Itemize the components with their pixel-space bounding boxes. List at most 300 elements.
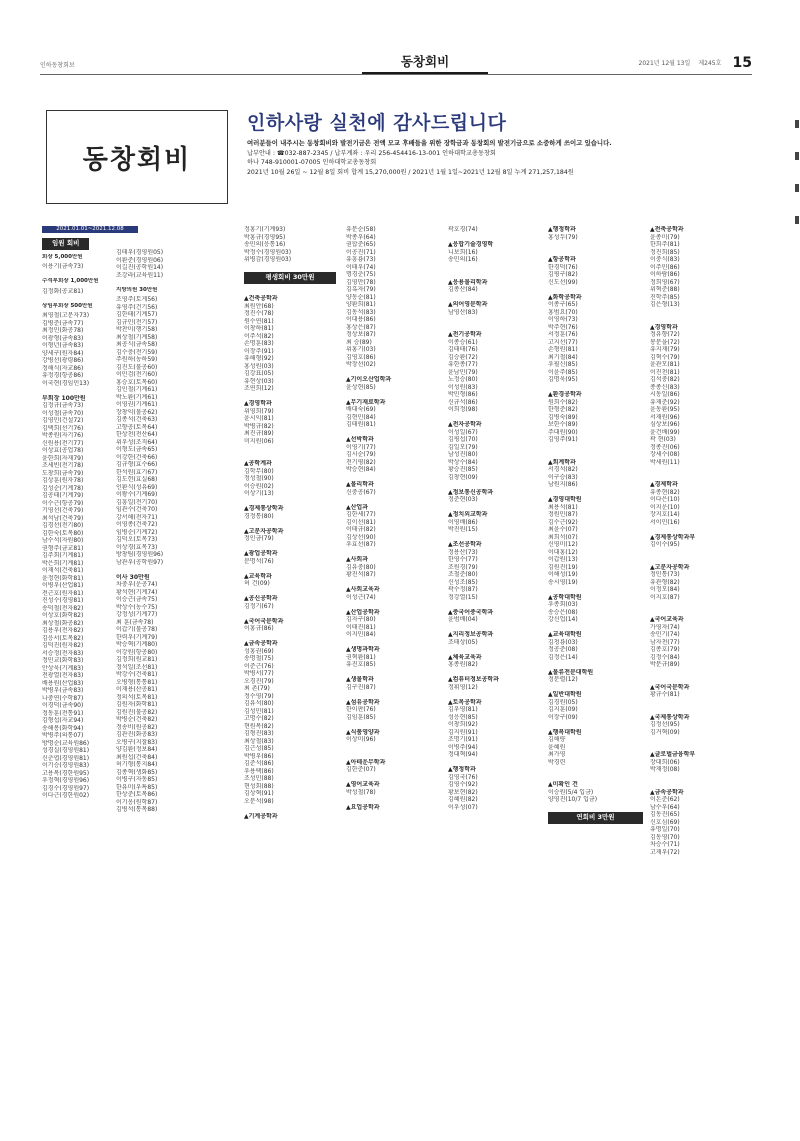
donor-entry: 김학무(80) (244, 467, 274, 475)
spacer (346, 579, 438, 587)
spacer (650, 601, 746, 609)
spacer (448, 234, 543, 242)
donor-entry: 송민의(응통16) (244, 241, 286, 248)
donor-entry: 서정훈(76) (548, 331, 578, 338)
spacer (116, 566, 216, 574)
title-box-label: 동창회비 (82, 144, 192, 175)
department-heading: ▲산업과 (346, 503, 369, 511)
donor-entry: 김동석(83) (346, 308, 376, 316)
spacer (244, 520, 336, 528)
donor-entry: 정진수(78) (244, 310, 274, 317)
tier-heading: 지방의원 30만원 (116, 286, 158, 293)
spacer (346, 601, 438, 609)
spacer (244, 543, 336, 551)
donor-entry: 이지운(10) (650, 503, 680, 511)
department-heading: ▲무기재료학과 (346, 398, 386, 406)
donor-entry: 이홍규(86) (244, 625, 274, 632)
donor-entry: 김종산(84) (448, 286, 478, 293)
department-heading: ▲건축공학과 (244, 295, 278, 302)
donor-entry: 김정은(14) (548, 653, 578, 661)
donor-entry: 유명일(70) (650, 826, 680, 833)
donor-entry: 장세수(08) (650, 451, 680, 458)
donor-entry: 조연희(12) (244, 385, 274, 392)
donor-entry: 김혹자(79) (346, 286, 376, 293)
donor-entry: 이형년(금속83) (42, 342, 84, 349)
department-heading: ▲경영대학원 (548, 496, 582, 503)
donor-entry: 이장주(91) (244, 347, 274, 355)
department-heading: ▲경제통상학과 (244, 505, 284, 512)
donor-entry: 윤동환(95) (650, 406, 680, 413)
spacer (346, 474, 438, 482)
donor-entry: 박민형(86) (448, 391, 478, 398)
donor-entry: 정강열(15) (448, 593, 478, 601)
donor-entry: 김도헌(효실68) (116, 476, 158, 483)
donor-entry: 윤남민(79) (448, 368, 478, 376)
donor-entry: 김근성(85) (244, 745, 274, 752)
donor-entry: 이병주(94) (448, 743, 478, 751)
donor-entry: 김병석(통목88) (116, 806, 158, 813)
donor-entry: 미지원(06) (244, 437, 274, 445)
donor-entry: 손명훈(83) (244, 340, 274, 347)
donor-entry: 김강표(05) (244, 370, 274, 377)
department-heading: ▲환경공학과 (548, 391, 582, 398)
donor-entry: 오문석(98) (244, 797, 274, 805)
donor-entry: 이영종(건축72) (116, 521, 158, 528)
donor-entry: 원희수(82) (548, 398, 578, 406)
donor-entry: 이희정(98) (448, 406, 478, 413)
donor-entry: 이강원(항공80) (116, 648, 158, 656)
donor-entry: 김정수(84) (650, 653, 680, 661)
spacer (346, 496, 438, 504)
department-heading: ▲항공학과 (548, 256, 576, 263)
donor-entry: 박노환(기계61) (116, 393, 158, 401)
spacer (650, 549, 746, 557)
donor-entry: 김승환(72) (448, 353, 478, 361)
donor-entry: 김덕오(토목73) (116, 536, 158, 543)
donor-entry: 이강한(건축66) (116, 453, 158, 461)
donor-entry: 이태규(82) (346, 526, 376, 533)
donor-entry: 박종우(64) (346, 233, 376, 241)
donor-entry: 김경수(경영원97) (42, 784, 90, 792)
spacer (548, 444, 643, 452)
donor-entry: 이성원(83) (448, 383, 478, 391)
donor-entry: 남수석(자원80) (42, 537, 84, 544)
donor-entry: 한석원(효기67) (116, 468, 158, 476)
donor-entry: 이병우(산업81) (42, 582, 84, 589)
intro-text (247, 139, 767, 177)
spacer (448, 271, 543, 279)
donor-entry: 조영주(토게56) (116, 296, 158, 303)
donor-entry: 서이민(16) (650, 518, 680, 526)
donor-entry: 우필신(85) (548, 361, 578, 368)
donor-entry: 이형도(금속65) (116, 446, 158, 453)
donor-entry: 윤정현(화학81) (42, 574, 84, 582)
spacer (650, 744, 746, 752)
donor-entry: 김형섭(자교94) (42, 717, 84, 724)
spacer (244, 445, 336, 453)
donor-entry: 최진규(89) (244, 430, 274, 437)
donor-entry: 남관우(공학원97) (116, 558, 164, 566)
tier-heading: 회장 5,000만원 (42, 253, 83, 260)
donor-entry: 김영민(건설72) (42, 417, 84, 424)
donor-entry: 이광형(금속83) (42, 334, 84, 342)
spacer (650, 676, 746, 684)
donor-entry: 박은희(기계81) (42, 559, 84, 567)
donor-entry: 박경련 (548, 758, 566, 766)
donor-entry: 김정화(공교81) (42, 287, 84, 295)
donor-entry: 박세원(11) (650, 458, 680, 466)
spacer (548, 249, 643, 257)
donor-entry: 김성민(81) (244, 707, 274, 715)
department-heading: ▲생물학과 (346, 676, 374, 683)
donor-entry: 윤건배(99) (650, 428, 680, 436)
donor-entry: 한유미(우특85) (116, 783, 158, 791)
spacer (548, 451, 643, 459)
donor-entry: 김종호(79) (650, 646, 680, 653)
spacer (448, 264, 543, 272)
department-heading: ▲금속공학과 (650, 788, 684, 796)
donor-entry: 도창희(금속79) (42, 469, 84, 477)
donor-entry: 박승현(84) (346, 466, 376, 473)
donor-entry: 송승은(08) (548, 608, 578, 616)
donor-entry: 이우성(07) (448, 803, 478, 811)
donor-entry: 박주현(76) (548, 323, 578, 331)
donor-entry: 진학주(85) (650, 293, 680, 301)
donor-entry: 최 촌(79) (244, 685, 270, 692)
donor-entry: 정상보(87) (346, 331, 376, 338)
donor-entry: 한상준(토목86) (116, 791, 158, 798)
donor-entry: 이상효(공업78) (42, 447, 84, 454)
donor-entry: 곽수정(87) (448, 586, 478, 593)
tier-heading: 상임부회장 500만원 (42, 302, 93, 309)
spacer (448, 504, 543, 512)
donor-entry: 김청룡(03) (548, 638, 578, 646)
donor-entry: 이상호(화학82) (42, 612, 84, 619)
donor-entry: 박병우(86) (244, 752, 274, 760)
section-badge: 연회비 3만원 (548, 812, 643, 824)
donor-entry: 이지호(87) (650, 593, 680, 601)
donor-entry: 남영산(83) (448, 308, 478, 316)
donor-entry: 오병형(통통81) (116, 678, 158, 686)
donor-entry: 정수영(79) (244, 692, 274, 700)
donor-entry: 김인철(기계61) (116, 386, 158, 393)
donor-entry: 이민검(전기60) (116, 371, 158, 378)
donor-entry: 김석중(82) (650, 376, 680, 383)
period-band: 2021.01.01~2021.12.08 (42, 226, 138, 233)
donor-entry: 양영진(10/7 입금) (548, 796, 598, 803)
donor-entry: 김시순(79) (346, 451, 376, 458)
spacer (548, 804, 643, 812)
donor-entry: 위병감(경영원03) (244, 256, 292, 263)
column-4 (346, 226, 438, 811)
donor-entry: 손형원(81) (548, 346, 578, 353)
donor-entry: 한영수(77) (448, 556, 478, 563)
publication-name: 인하동창회보 (40, 62, 75, 69)
donor-entry: 김주회(기계81) (42, 552, 84, 559)
donor-entry: 김동진(65) (650, 811, 680, 818)
donor-entry: 김태원(81) (346, 421, 376, 428)
donor-entry: 이구승(83) (548, 473, 578, 481)
donor-entry: 유재준(92) (650, 398, 680, 406)
donor-entry: 최 훈(금속78) (116, 618, 154, 626)
donor-entry: 김이선(81) (346, 518, 376, 526)
department-heading: ▲광업공학과 (244, 550, 278, 557)
donor-entry: 서경석(82) (548, 466, 578, 473)
spacer (448, 691, 543, 699)
donor-entry: 이왕수(기계69) (116, 491, 158, 498)
donor-entry: 이병구(자동85) (116, 776, 158, 783)
donor-entry: 이갑기(물공78) (116, 626, 158, 633)
donor-entry: 신도선(99) (548, 278, 578, 286)
donor-entry: 이수근(항공79) (42, 499, 84, 507)
donor-entry: 김현민(84) (346, 413, 376, 421)
donor-entry: 남성진(80) (448, 451, 478, 458)
spacer (448, 759, 543, 767)
donor-entry: 서재원(96) (650, 413, 680, 421)
donor-entry: 유지재(79) (650, 346, 680, 353)
donor-entry: 전광열(전자83) (42, 672, 84, 679)
donor-entry: 허기형(통지84) (116, 761, 158, 768)
donor-entry: 홍성원(03) (244, 362, 274, 370)
donor-entry: 이다은(10) (650, 496, 680, 503)
spacer (548, 624, 643, 632)
spacer (548, 766, 643, 774)
donor-entry: 이성철(금속70) (42, 409, 84, 417)
donor-entry: 이성근(74) (346, 593, 376, 601)
department-heading: ▲행복대학원 (548, 728, 582, 736)
donor-entry: 유한종(77) (448, 361, 478, 368)
department-heading: ▲전기공학과 (448, 331, 482, 338)
donor-entry: 고명수(82) (244, 715, 274, 722)
spacer (548, 489, 643, 497)
spacer (448, 669, 543, 677)
donor-entry: 김형진(83) (244, 730, 274, 737)
donor-entry: 박성철(78) (346, 788, 376, 796)
donor-entry: 김구진(87) (346, 683, 376, 691)
donor-entry: 정민통(73) (650, 571, 680, 578)
donor-entry: 조성민(88) (244, 775, 274, 782)
donor-entry: 정유향(72) (650, 331, 680, 338)
donor-entry: 장창익(물공62) (116, 408, 158, 416)
donor-entry: 이장구(09) (548, 713, 578, 721)
donor-entry: 김태태(76) (448, 346, 478, 353)
donor-entry: 김이수(95) (650, 541, 680, 548)
donor-entry: 최원안(68) (244, 302, 274, 310)
donor-entry: 김원진(물공82) (116, 708, 158, 716)
donor-entry: 명경춘(75) (346, 271, 376, 278)
donor-entry: 최윤수(07) (548, 526, 578, 533)
column-3 (244, 226, 336, 820)
department-heading: ▲선박학과 (346, 436, 374, 443)
spacer (244, 393, 336, 401)
department-heading: ▲요업공학과 (346, 803, 380, 811)
spacer (448, 624, 543, 632)
donor-entry: 김수충(전기59) (116, 348, 158, 356)
donor-entry: 성응현(85) (448, 713, 478, 721)
donor-entry: 홍종원(82) (448, 661, 478, 668)
department-heading: ▲국제통상학과 (650, 713, 690, 721)
donor-entry: 김상혁(91) (244, 790, 274, 797)
spacer (650, 609, 746, 617)
spacer (448, 601, 543, 609)
donor-entry: 전근호(원자81) (42, 589, 84, 597)
donor-entry: 김경원(05) (548, 698, 578, 706)
donor-entry: 이진천(81) (650, 368, 680, 376)
donor-entry: 김상선(90) (346, 533, 376, 541)
donor-entry: 김정규(금속73) (42, 402, 84, 409)
donor-entry: 권합준(65) (346, 241, 376, 248)
spacer (650, 774, 746, 782)
donor-entry: 송민기(74) (650, 631, 680, 638)
spacer (548, 684, 643, 692)
donor-entry: 현성회(88) (244, 782, 274, 790)
department-heading: ▲중국어중국학과 (448, 608, 494, 616)
donor-entry: 정인금(79) (244, 535, 274, 542)
donor-entry: 신원용(전기77) (42, 439, 84, 447)
spacer (244, 633, 336, 641)
tier-heading: 부회장 100만원 (42, 394, 86, 402)
donor-entry: 김평섭(70) (448, 436, 478, 443)
spacer (346, 639, 438, 647)
donor-entry: 김해량 (548, 736, 566, 743)
spacer (448, 646, 543, 654)
department-heading: ▲공신공학과 (244, 595, 278, 602)
donor-entry: 박병우(금속83) (42, 687, 84, 694)
donor-entry: 이재석(건축81) (42, 567, 84, 574)
donor-entry: 이중식(83) (650, 256, 680, 263)
donor-entry: 이공진(71) (346, 248, 376, 256)
spacer (346, 429, 438, 437)
donor-entry: 진성수(경영81) (42, 597, 84, 604)
department-heading: ▲공학대학원 (548, 593, 582, 601)
donor-entry: 윤범배(04) (448, 616, 478, 623)
donor-entry: 박홍규(경영95) (244, 233, 286, 241)
department-heading: ▲일반대학원 (548, 691, 582, 698)
donor-entry: 김진도(물공60) (116, 363, 158, 371)
donor-entry: 김공태(기계79) (42, 492, 84, 499)
donor-entry: 니보희(16) (448, 248, 478, 256)
donor-entry: 위영희(79) (244, 407, 274, 415)
donor-entry: 한희주(81) (650, 241, 680, 248)
donor-entry: 박종원(자기76) (42, 432, 84, 439)
section-title: 동창회비 (370, 52, 480, 70)
donor-entry: 윤혜원 (548, 743, 566, 751)
donor-entry: 우정혁(경영원96) (42, 777, 90, 784)
donor-entry: 권형주(금교81) (42, 544, 84, 552)
spacer (650, 736, 746, 744)
donor-entry: 유관형(82) (650, 578, 680, 586)
donor-entry: 분명석(76) (244, 557, 274, 565)
donor-entry: 최상철(83) (244, 737, 274, 745)
department-heading: ▲금속공학과 (244, 640, 278, 647)
donor-entry: 심상보(96) (650, 421, 680, 428)
donor-entry: 신성조(85) (448, 578, 478, 586)
donor-entry: 김덕진(원자82) (42, 642, 84, 649)
donor-entry: 김유석(80) (244, 700, 274, 707)
donor-entry: 권혁환(81) (346, 653, 376, 661)
column-5 (448, 226, 543, 811)
donor-entry: 최 승(89) (346, 338, 372, 346)
department-heading: ▲글로벌금융학부 (650, 751, 696, 758)
donor-entry: 안상욱(기계83) (42, 664, 84, 672)
spacer (346, 669, 438, 677)
donor-entry: 김태우(경영원05) (116, 249, 164, 256)
donor-entry: 김영국(76) (448, 773, 478, 781)
department-heading: ▲영어교육과 (346, 781, 380, 788)
intro-lead: 여러분들이 내주시는 동창회비와 발전기금은 전액 모교 후배들을 위한 장학금과 동창회의 발전기금으로 소중하게 쓰이고 있습니다. (247, 139, 612, 147)
donor-entry: 양동순(81) (346, 293, 376, 301)
donor-entry: 이영하(73) (548, 316, 578, 323)
spacer (346, 774, 438, 782)
headline: 인하사랑 실천에 감사드립니다 (247, 112, 507, 134)
donor-entry: 배용원(산업83) (42, 679, 84, 687)
donor-entry: 오병구(지잘83) (116, 738, 158, 746)
donor-entry: 김동영(70) (650, 833, 680, 841)
next-page-edge (795, 110, 800, 390)
donor-entry: 조태상(05) (448, 638, 478, 646)
department-heading: ▲공학계과 (244, 460, 272, 467)
donor-entry: 이태진(81) (346, 623, 376, 631)
donor-entry: 방창팀(경영원96) (116, 551, 164, 558)
donor-entry: 정민교(화학83) (42, 657, 84, 664)
spacer (346, 391, 438, 399)
donor-entry: 김유중(80) (346, 563, 376, 571)
donor-entry: 신영미(12) (548, 541, 578, 548)
spacer (650, 309, 746, 317)
donor-entry: 김규민(전기57) (116, 318, 158, 326)
donor-entry: 윤한희(자재79) (42, 454, 84, 462)
spacer (548, 774, 643, 782)
column-6 (548, 226, 643, 828)
donor-entry: 신춘엽(경영원81) (42, 754, 90, 762)
spacer (650, 466, 746, 474)
spacer (548, 286, 643, 294)
spacer (548, 241, 643, 249)
donor-entry: 정동훈(전통91) (42, 709, 84, 717)
donor-entry: 신중공(67) (346, 488, 376, 496)
donor-entry: 보한수(89) (548, 421, 578, 428)
donor-entry: 김준석(86) (244, 760, 274, 767)
donor-entry: 송덕철(전자82) (42, 604, 84, 612)
donor-entry: 이재용(산공81) (116, 686, 158, 693)
donor-entry: 김규형(효수66) (116, 461, 158, 468)
donor-entry: 조원경(79) (448, 563, 478, 571)
spacer (448, 534, 543, 542)
donor-entry: 김정기(67) (244, 602, 274, 610)
donor-entry: 김지훈(09) (548, 706, 578, 713)
donor-entry: 최기철(84) (548, 353, 578, 361)
donor-entry: 송명철(75) (244, 655, 274, 662)
donor-entry: 김경선(전기80) (42, 522, 84, 529)
spacer (650, 556, 746, 564)
donor-entry: 나중연(수학87) (42, 694, 84, 702)
donor-entry: 조명기(91) (448, 736, 478, 743)
department-heading: ▲회계학과 (548, 458, 576, 466)
spacer (650, 474, 746, 482)
spacer (244, 453, 336, 461)
donor-entry: 박장선(02) (346, 361, 376, 368)
spacer (448, 481, 543, 489)
department-heading: ▲사회교육과 (346, 586, 380, 593)
department-heading: ▲식품영양과 (346, 728, 380, 736)
donor-entry: 박병순(건축82) (116, 716, 158, 723)
spacer (650, 781, 746, 789)
donor-entry: 이길진(공학원14) (116, 264, 164, 271)
donor-entry: 고지선(77) (548, 338, 578, 346)
donor-entry: 김성순(기계78) (42, 484, 84, 492)
donor-entry: 이상경(효목73) (116, 543, 158, 551)
spacer (448, 414, 543, 422)
